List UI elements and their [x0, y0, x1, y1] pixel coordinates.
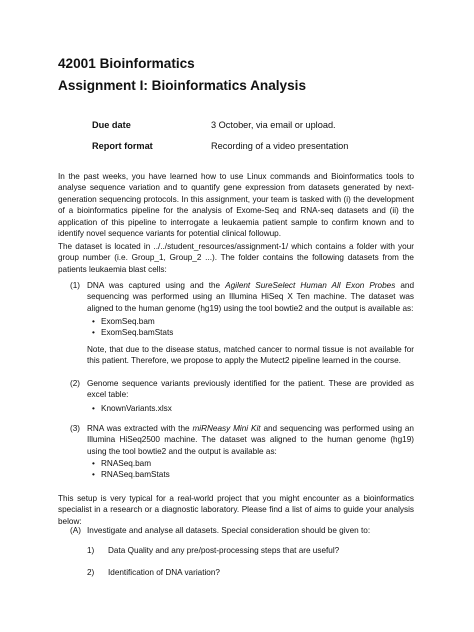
due-date-value: 3 October, via email or upload. — [211, 120, 336, 130]
aim-a-number: (A) — [70, 526, 81, 535]
course-title: 42001 Bioinformatics — [58, 56, 195, 71]
setup-paragraph: This setup is very typical for a real-world project that you might encounter as a bioinformatics specialist in a research or a diagnostic laboratory. Please find a list of aims to guide your analysis below: — [58, 494, 414, 526]
report-format-label: Report format — [92, 141, 153, 151]
bullet-icon: • — [92, 328, 95, 337]
dataset-paragraph: The dataset is located in ../../student_resources/assignment-1/ which contains a folder with your group number (i.e. Group_1, Group_2 ...). The folder contains the following datasets from the patients leukaemia blast cells: — [58, 242, 414, 274]
sub-item-2-text: Identification of DNA variation? — [108, 568, 220, 577]
file-rnaseq-bamstats: RNASeq.bamStats — [101, 470, 170, 479]
item-2-number: (2) — [70, 379, 81, 388]
assignment-title: Assignment I: Bioinformatics Analysis — [58, 78, 307, 93]
file-exomseq-bam: ExomSeq.bam — [101, 317, 155, 326]
item-3-number: (3) — [70, 424, 81, 433]
sub-item-1-number: 1) — [87, 546, 95, 555]
item-3-text: RNA was extracted with the miRNeasy Mini Kit and sequencing was performed using an Illumina HiSeq2500 machine. The dataset was aligned to the human genome (hg19) using the tool bowtie2 and the output is available as: — [87, 424, 414, 456]
item-2-text: Genome sequence variants previously identified for the patient. These are provided as excel table: — [87, 379, 414, 400]
bullet-icon: • — [92, 317, 95, 326]
bullet-icon: • — [92, 470, 95, 479]
bullet-icon: • — [92, 459, 95, 468]
sub-item-2-number: 2) — [87, 568, 95, 577]
bullet-icon: • — [92, 404, 95, 413]
file-knownvariants-xlsx: KnownVariants.xlsx — [101, 404, 172, 413]
item-3-kit: miRNeasy Mini Kit — [192, 424, 261, 433]
intro-paragraph: In the past weeks, you have learned how to use Linux commands and Bioinformatics tools to analyse sequence variation and to quantify gene expression from datasets generated by next-generation sequencing protocols. In this assignment, your team is tasked with (i) the development of a bioinformatics pipeline for the analysis of Exome-Seq and RNA-seq datasets and (ii) the application of this pipeline to interrogate a leukaemia patient sample to confirm known and to identify novel sequence variants for potential clinical followup. — [58, 172, 414, 239]
file-rnaseq-bam: RNASeq.bam — [101, 459, 152, 468]
due-date-label: Due date — [92, 120, 131, 130]
item-1-text: DNA was captured using and the Agilent SureSelect Human All Exon Probes and sequencing was performed using an Illumina HiSeq X Ten machine. The dataset was aligned to the human genome (hg19) using the tool bowtie2 and the output is available as: — [87, 281, 415, 313]
file-exomseq-bamstats: ExomSeq.bamStats — [101, 328, 174, 337]
aim-a-text: Investigate and analyse all datasets. Special consideration should be given to: — [87, 526, 371, 535]
report-format-value: Recording of a video presentation — [211, 141, 349, 151]
item-1-number: (1) — [70, 281, 81, 290]
item-1-note: Note, that due to the disease status, matched cancer to normal tissue is not available for this patient. Therefore, we propose to apply the Mutect2 pipeline learned in the course. — [87, 345, 414, 366]
sub-item-1-text: Data Quality and any pre/post-processing steps that are useful? — [108, 546, 340, 555]
item-1-kit: Agilent SureSelect Human All Exon Probes — [225, 281, 396, 290]
